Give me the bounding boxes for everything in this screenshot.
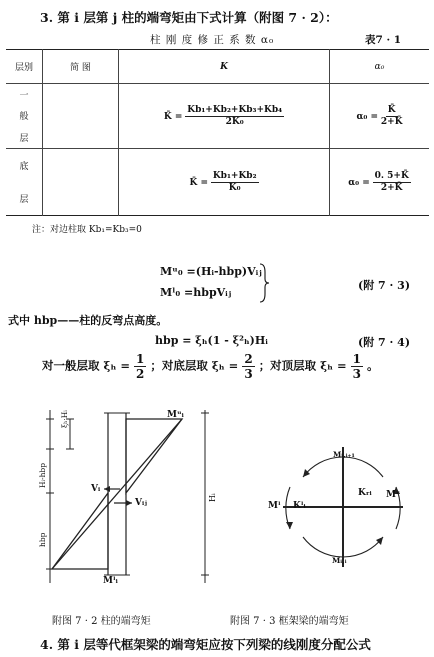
table-row [6, 149, 429, 216]
equation-7-3-label: (附 7 · 3) [358, 279, 411, 292]
fig73-label-top: Mᵢ,ᵢ₊₁ [333, 450, 355, 459]
header-alpha: α₀ [330, 50, 430, 84]
table-title: 柱 刚 度 修 正 系 数 α₀ [150, 34, 275, 46]
layer-cell-general: 一 般 层 [6, 84, 43, 149]
equation-7-3-line-1: Mᵘ₀ =(Hᵢ-hbp)Vᵢⱼ [160, 265, 262, 278]
fig73-label-left-m: Mˡ [268, 501, 281, 511]
equation-7-4: hbp = ξₕ(1 - ξ²ₕ)Hᵢ [155, 334, 268, 347]
table-number: 表7 · 1 [365, 34, 402, 46]
fig73-label-left-k: Kˡᵢ [293, 501, 306, 511]
coefficient-table [6, 49, 429, 216]
right-brace [258, 262, 270, 304]
values-line: 对一般层取 ξₕ = $\frac{1}{2}$ ；对底层取 ξₕ = $\frac{2}{3}$ ；对顶层取 ξₕ = $\frac{1}{3}$ 。 [42, 352, 379, 381]
fig72-label-hi: Hᵢ [208, 493, 217, 502]
fig72-label-ml: Mˡᵢ [103, 576, 118, 586]
alpha-formula-bottom: α₀ = $\frac{0. 5+K̄}{2+K̄}$ [330, 149, 430, 216]
figure-7-2 [20, 405, 235, 590]
fig73-label-right-k: Kᵣᵢ [358, 488, 372, 498]
equation-7-4-label: (附 7 · 4) [358, 336, 411, 349]
diagram-cell [43, 149, 119, 216]
fig73-label-right-m: Mʳ [386, 490, 400, 500]
header-diagram: 简 图 [43, 50, 119, 84]
fig72-label-mu: Mᵘᵢ [167, 410, 184, 420]
where-line: 式中 hbp——柱的反弯点高度。 [8, 314, 168, 327]
diagram-cell [43, 84, 119, 149]
header-layer: 层别 [6, 50, 43, 84]
fig72-label-top-h: ξₕ·Hᵢ [60, 410, 69, 428]
table-row [6, 84, 429, 149]
alpha-formula-general: α₀ = $\frac{K̄}{2+K̄}$ [330, 84, 430, 149]
k-formula-bottom: K̄ = $\frac{\text{Kb₁+Kb₂}}{\text{K₀}}$ [119, 149, 330, 216]
fig72-label-vij: Vᵢⱼ [135, 498, 147, 508]
table-note: 注：对边柱取 Kb₁=Kb₃=0 [32, 225, 142, 235]
figure-7-3-caption: 附图 7 · 3 框架梁的端弯矩 [230, 616, 349, 627]
header-k: K [119, 50, 330, 84]
layer-cell-bottom: 底 层 [6, 149, 43, 216]
fig73-label-bottom: Mᵢ,ᵢ [332, 556, 347, 565]
equation-7-3-line-2: Mˡ₀ =hbpVᵢⱼ [160, 286, 232, 299]
fig72-label-bot-h: hbp [38, 532, 47, 547]
fig72-label-vi: Vᵢ [91, 484, 101, 494]
heading-4: 4. 第 i 层等代框架梁的端弯矩应按下列梁的线刚度分配公式 [40, 637, 371, 652]
k-formula-general: K̄ = $\frac{\text{Kb₁+Kb₂+Kb₃+Kb₄}}{\text{2K₀}}$ [119, 84, 330, 149]
heading-3: 3. 第 i 层第 j 柱的端弯矩由下式计算（附图 7 · 2）： [40, 10, 338, 25]
figure-7-2-caption: 附图 7 · 2 柱的端弯矩 [52, 616, 151, 627]
fig72-label-mid-h: Hᵢ-hbp [38, 462, 47, 488]
